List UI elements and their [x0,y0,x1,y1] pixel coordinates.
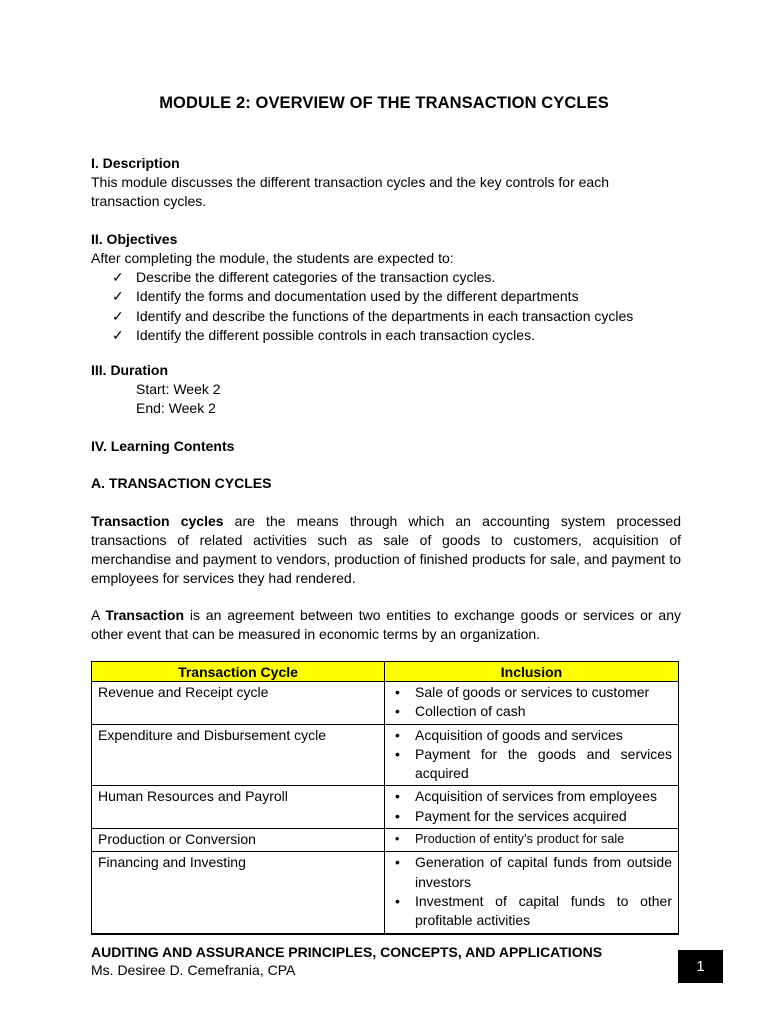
bullet-icon: • [395,703,400,720]
checkmark-icon: ✓ [112,288,124,305]
checkmark-icon: ✓ [112,326,124,343]
paragraph-text: are the means through which an accounting system processed transactions of related activities such as sale of goods to customers, acquisition of merchandise and payment to vendors, production of finished products for sale, and payment to employees for services they had rendered. [91,513,682,586]
footer-course-title: AUDITING AND ASSURANCE PRINCIPLES, CONCEPTS, AND APPLICATIONS [91,944,603,960]
cycle-name: Financing and Investing [92,852,385,933]
inclusion-cell [385,829,679,852]
description-heading: I. Description [91,155,180,171]
objectives-heading: II. Objectives [91,231,178,247]
bullet-icon: • [395,892,400,909]
objective-item [91,287,681,306]
objective-text: Identify the forms and documentation used by the different departments [136,288,579,305]
checkmark-icon: ✓ [112,269,124,285]
duration-heading: III. Duration [91,362,168,378]
table-row [92,829,679,852]
header-inclusion: Inclusion [385,662,679,682]
inclusion-item [391,892,672,931]
inclusion-item [391,745,672,784]
bullet-icon: • [395,684,400,700]
transaction-cycle-table [91,661,679,934]
checkmark-icon: ✓ [112,307,124,324]
inclusion-text: Production of entity’s product for sale [415,832,625,847]
duration-end: End: Week 2 [136,400,216,416]
footer-divider [91,933,679,935]
inclusion-item [391,807,672,826]
paragraph-text: is an agreement between two entities to exchange goods or services or any other event that can be measured in economic terms by an organization. [91,607,681,642]
bullet-icon: • [395,807,400,824]
objective-item [91,268,681,287]
inclusion-text: Acquisition of services from employees [415,788,657,805]
inclusion-item [391,702,672,721]
page-title: MODULE 2: OVERVIEW OF THE TRANSACTION CYCLES [159,94,609,112]
inclusion-item [391,853,672,892]
objective-text: Identify the different possible controls in each transaction cycles. [136,326,535,343]
bullet-icon: • [395,832,400,847]
inclusion-cell [385,786,679,829]
inclusion-item [391,830,672,849]
objective-item [91,307,681,326]
inclusion-text: Payment for the goods and services acquired [415,745,672,782]
transaction-cycles-paragraph [91,512,681,588]
bullet-icon: • [395,726,400,743]
inclusion-text: Investment of capital funds to other profitable activities [415,892,672,929]
term-transaction: Transaction [105,607,185,623]
objective-text: Identify and describe the functions of the departments in each transaction cycles [136,307,634,324]
paragraph-text: A [91,607,106,623]
footer-author: Ms. Desiree D. Cemefrania, CPA [91,962,296,978]
objectives-list [91,268,681,345]
duration-section [91,361,681,418]
objective-text: Describe the different categories of the transaction cycles. [136,269,496,285]
bullet-icon: • [395,745,400,762]
duration-start: Start: Week 2 [136,381,221,397]
transaction-definition-paragraph [91,606,681,644]
cycle-name: Expenditure and Disbursement cycle [92,724,385,786]
header-transaction-cycle: Transaction Cycle [92,662,385,682]
inclusion-cell [385,682,679,725]
term-transaction-cycles: Transaction cycles [91,513,224,529]
inclusion-cell [385,852,679,933]
objectives-section [91,230,681,345]
bullet-icon: • [395,788,400,805]
inclusion-item [391,787,672,806]
inclusion-text: Payment for the services acquired [415,807,627,824]
inclusion-item [391,726,672,745]
table-row [92,682,679,725]
cycle-name: Revenue and Receipt cycle [92,682,385,725]
objectives-intro: After completing the module, the students are expected to: [91,250,454,266]
section-a-heading: A. TRANSACTION CYCLES [91,475,272,491]
bullet-icon: • [395,854,400,871]
inclusion-text: Sale of goods or services to customer [415,684,650,700]
inclusion-item [391,683,672,702]
description-section [91,154,681,211]
cycle-name: Production or Conversion [92,829,385,852]
objective-item [91,326,681,345]
inclusion-text: Generation of capital funds from outside investors [415,854,672,890]
table-header-row [92,662,679,682]
cycle-name: Human Resources and Payroll [92,786,385,829]
table-row [92,852,679,933]
inclusion-text: Collection of cash [415,703,526,720]
inclusion-cell [385,724,679,786]
table-row [92,724,679,786]
description-text: This module discusses the different transaction cycles and the key controls for each transaction cycles. [91,174,610,209]
table-row [92,786,679,829]
page-number: 1 [678,950,723,983]
inclusion-text: Acquisition of goods and services [415,726,623,743]
learning-heading: IV. Learning Contents [91,438,235,454]
